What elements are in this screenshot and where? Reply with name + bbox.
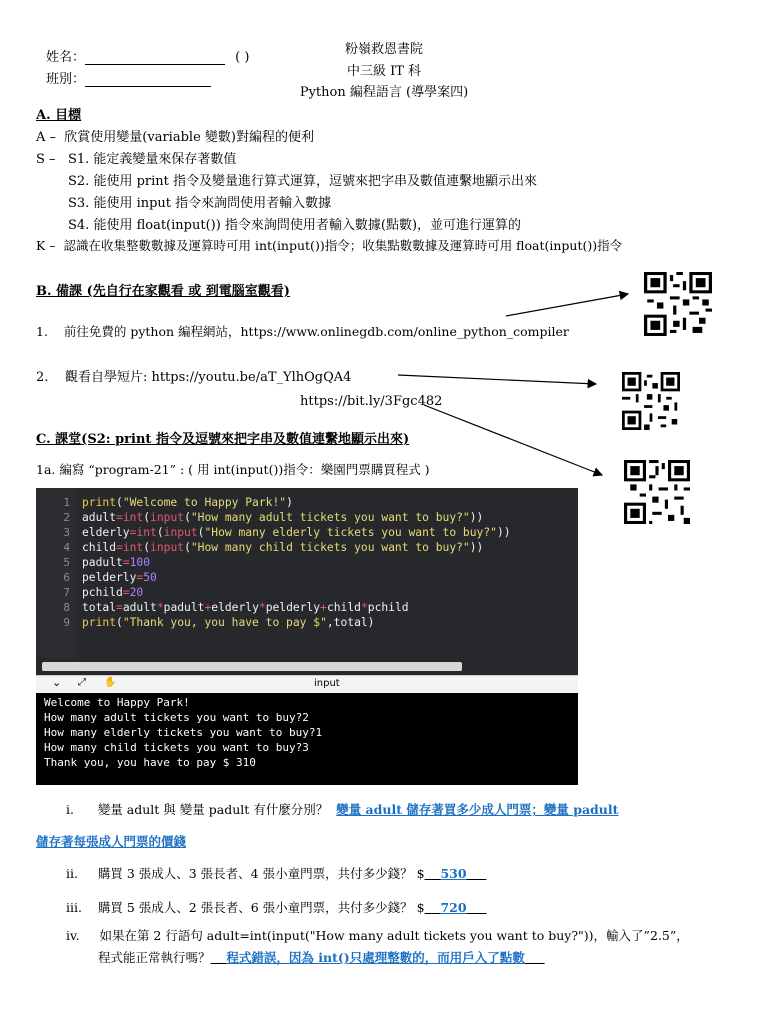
code-line: padult=100: [82, 556, 151, 569]
arrow-to-qr-3: [424, 405, 602, 475]
code-line: adult=int(input("How many adult tickets you want to buy?")): [82, 511, 484, 524]
code-line: elderly=int(input("How many elderly tickets you want to buy?")): [82, 526, 511, 539]
horizontal-scrollbar[interactable]: [42, 662, 462, 671]
code-line: child=int(input("How many child tickets you want to buy?")): [82, 541, 484, 554]
qr-code-icon: [644, 272, 712, 336]
course-name: 中三級 IT 科: [346, 64, 422, 79]
collapse-icon[interactable]: ⌄: [52, 676, 62, 689]
answer-ii: 530: [440, 866, 467, 881]
objective-k: K – 認識在收集整數數據及運算時可用 int(input())指令；收集點數數據及運算時可用 float(input())指令: [36, 238, 623, 253]
answer-i-continued: 儲存著每張成人門票的價錢: [36, 834, 187, 849]
console-label: input: [314, 678, 340, 689]
console-line: How many adult tickets you want to buy?2: [44, 711, 309, 724]
console-line: How many child tickets you want to buy?3: [44, 741, 309, 754]
section-b-title: B. 備課 (先自行在家觀看 或 到電腦室觀看): [36, 284, 290, 299]
console-line: Welcome to Happy Park!: [44, 696, 190, 709]
line-number: 5: [63, 556, 70, 569]
prep-item-2: 2. 觀看自學短片: https://youtu.be/aT_YlhOgQA4: [36, 370, 352, 385]
section-c-title: C. 課堂(S2: print 指令及逗號來把字串及數值連繫地顯示出來): [36, 432, 410, 447]
console-toolbar: [36, 675, 578, 694]
qr-code-icon: [624, 460, 690, 524]
code-line: print("Welcome to Happy Park!"): [82, 496, 293, 509]
console-line: Thank you, you have to pay $ 310: [44, 756, 256, 769]
topic-title: Python 編程語言 (導學案四): [299, 85, 469, 100]
answer-i: 變量 adult 儲存著買多少成人門票；變量 padult: [336, 802, 619, 817]
objective-s1: S – S1. 能定義變量來保存著數值: [36, 152, 237, 167]
objective-s3: S3. 能使用 input 指令來詢問使用者輸入數據: [68, 196, 332, 211]
objective-s4: S4. 能使用 float(input()) 指令來詢問使用者輸入數據(點數)，並可進行運算的: [68, 218, 522, 233]
qr-code-icon: [622, 372, 680, 430]
console-line: How many elderly tickets you want to buy?1: [44, 726, 323, 739]
short-video-link[interactable]: https://bit.ly/3Fgc482: [300, 394, 443, 409]
section-a-title: A. 目標: [36, 108, 82, 123]
line-number: 8: [63, 601, 70, 614]
arrow-to-qr-1: [506, 294, 628, 316]
line-number: 3: [63, 526, 70, 539]
answer-iv: 程式錯誤，因為 int()只處理整數的，而用戶入了點數: [226, 950, 525, 965]
question-iv: iv. 如果在第 2 行語句 adult=int(input("How many adult tickets you want to buy?"))，輸入了”2.5”，: [66, 928, 689, 943]
name-label: 姓名： ( ): [46, 50, 250, 65]
question-ii: ii. 購買 3 張成人、3 張長者、4 張小童門票，共付多少錢？ $ 530: [66, 866, 467, 881]
class-label: 班別：: [46, 68, 211, 87]
line-number: 6: [63, 571, 70, 584]
question-iii: iii. 購買 5 張成人、2 張長者、6 張小童門票，共付多少錢？ $ 720: [66, 900, 467, 915]
objective-s2: S2. 能使用 print 指令及變量進行算式運算，逗號來把字串及數值連繫地顯示出來: [68, 174, 537, 189]
line-number: 4: [63, 541, 70, 554]
code-line: print("Thank you, you have to pay $",total): [82, 616, 375, 629]
console-output: [36, 693, 578, 785]
expand-icon[interactable]: ⤢: [78, 677, 86, 688]
clear-icon[interactable]: ✋: [104, 677, 117, 688]
answer-iii: 720: [440, 900, 467, 915]
school-name: 粉嶺救恩書院: [344, 42, 423, 57]
question-i: i. 變量 adult 與 變量 padult 有什麼分別？ 變量 adult 儲存著買多少成人門票；變量 padult: [66, 802, 619, 817]
code-editor[interactable]: [36, 488, 578, 686]
arrow-to-qr-2: [398, 375, 596, 384]
line-number: 9: [63, 616, 70, 629]
code-line: total=adult*padult+elderly*pelderly+child*pchild: [82, 601, 409, 614]
task-1a: 1a. 編寫 “program-21” : ( 用 int(input())指令：樂園門票購買程式 ): [36, 462, 430, 477]
line-number: 1: [63, 496, 70, 509]
compiler-link[interactable]: 前往免費的 python 編程網站，https://www.onlinegdb.com/online_python_compiler: [63, 324, 569, 339]
prep-item-1: 1. 前往免費的 python 編程網站，https://www.onlinegdb.com/online_python_compiler: [36, 324, 569, 339]
line-number: 7: [63, 586, 70, 599]
class-number-paren: ( ): [235, 50, 250, 65]
line-number: 2: [63, 511, 70, 524]
code-line: pelderly=50: [82, 571, 157, 584]
question-iv-line2: 程式能正常執行嗎？ 程式錯誤，因為 int()只處理整數的，而用戶入了點數: [98, 950, 525, 965]
objective-a: A – 欣賞使用變量(variable 變數)對編程的便利: [36, 130, 314, 145]
video-link[interactable]: 觀看自學短片: https://youtu.be/aT_YlhOgQA4: [64, 370, 352, 385]
code-line: pchild=20: [82, 586, 144, 599]
